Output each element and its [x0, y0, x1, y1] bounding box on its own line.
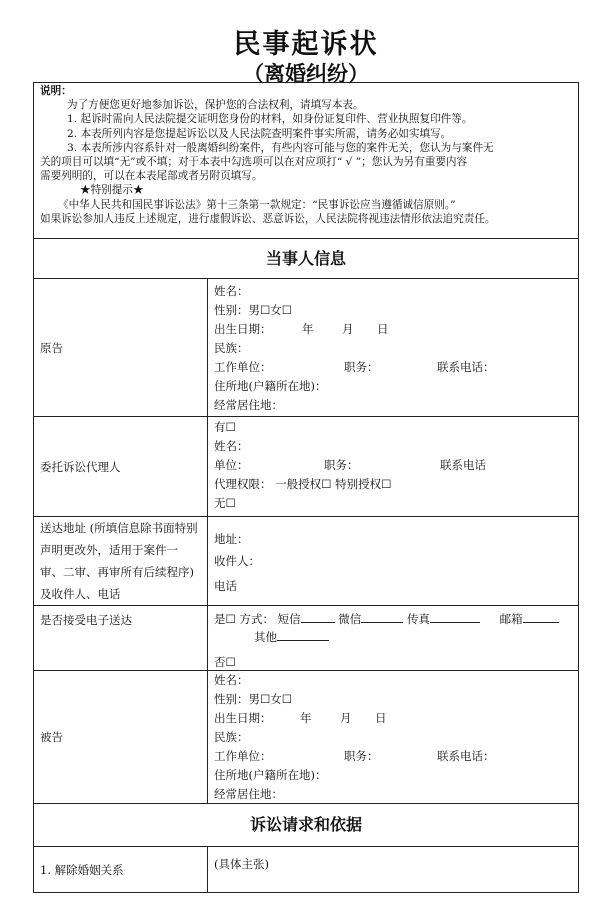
instructions-line: 1. 起诉时需向人民法院提交证明您身份的材料，如身份证复印件、营业执照复印件等。 [67, 113, 473, 126]
service-address-field[interactable]: 地址： [214, 532, 249, 546]
defendant-ethnicity-field[interactable]: 民族： [214, 730, 249, 744]
plaintiff-fields [208, 279, 578, 416]
agent-position-label: 职务： [324, 458, 359, 472]
defendant-dob-year: 年 [300, 711, 312, 725]
e-service-yes-line[interactable] [214, 611, 559, 627]
plaintiff-dob-field[interactable] [214, 321, 389, 337]
plaintiff-dob-year: 年 [302, 322, 314, 336]
agent-label: 委托诉讼代理人 [34, 417, 208, 516]
special-tip-heading: ★特别提示★ [80, 184, 144, 197]
service-recipient-field[interactable]: 收件人： [214, 554, 260, 568]
document-title: 民事起诉状 [233, 29, 379, 60]
document-subtitle: （离婚纠纷） [243, 62, 369, 86]
defendant-dob-month: 月 [340, 711, 352, 725]
agent-authority-field[interactable]: 代理权限： 一般授权☐ 特别授权☐ [214, 477, 392, 491]
agent-row [33, 417, 579, 517]
plaintiff-employer-label: 工作单位： [214, 360, 272, 374]
service-address-fields [208, 517, 578, 605]
claim-row [33, 847, 579, 893]
agent-name-field[interactable]: 姓名： [214, 439, 249, 453]
agent-phone-label: 联系电话 [440, 458, 486, 472]
claims-header: 诉讼请求和依据 [33, 804, 579, 847]
defendant-gender-field[interactable]: 性别：男☐女☐ [214, 692, 293, 706]
e-service-fax-label: 传真 [406, 612, 430, 626]
defendant-dob-day: 日 [375, 711, 387, 725]
instructions-box [33, 82, 579, 239]
instructions-line: 关的项目可以填“无”或不填；对于本表中勾选项可以在对应项打“ √ ”；您认为另有重要内容 [40, 156, 468, 169]
plaintiff-dob-month: 月 [342, 322, 354, 336]
defendant-residence-field[interactable]: 经常居住地： [214, 787, 283, 801]
instructions-line: 2. 本表所列内容是您提起诉讼以及人民法院查明案件事实所需，请务必如实填写。 [67, 127, 452, 140]
defendant-position-label: 职务： [344, 749, 379, 763]
agent-unit-field[interactable] [214, 457, 574, 473]
claim-divorce-label: 1. 解除婚姻关系 [34, 847, 208, 892]
plaintiff-dob-label: 出生日期： [214, 322, 272, 336]
instructions-line: 需要列明的，可以在本表尾部或者另附页填写。 [40, 170, 263, 183]
claim-divorce-details-field[interactable]: (具体主张) [214, 857, 269, 871]
defendant-employment-field[interactable] [214, 748, 574, 764]
e-service-email-label: 邮箱 [499, 612, 523, 626]
agent-unit-label: 单位： [214, 458, 249, 472]
defendant-fields [208, 671, 578, 803]
agent-no-checkbox[interactable]: 无☐ [214, 496, 236, 510]
defendant-phone-label: 联系电话： [437, 749, 495, 763]
plaintiff-label: 原告 [34, 279, 208, 416]
e-service-fields [208, 606, 578, 670]
instructions-line: 为了方便您更好地参加诉讼，保护您的合法权利，请填写本表。 [67, 99, 364, 112]
defendant-dob-field[interactable] [214, 710, 387, 726]
plaintiff-row [33, 279, 579, 417]
instructions-label: 说明： [40, 85, 72, 97]
plaintiff-phone-label: 联系电话： [437, 360, 495, 374]
e-service-wechat-label: 微信 [338, 612, 362, 626]
defendant-employer-label: 工作单位： [214, 749, 272, 763]
party-info-header: 当事人信息 [33, 238, 579, 279]
plaintiff-name-field[interactable]: 姓名： [214, 284, 249, 298]
e-service-other-label: 其他 [254, 630, 277, 644]
e-service-other-field[interactable] [254, 629, 329, 645]
service-address-label: 送达地址 (所填信息除书面特别声明更改外，适用于案件一审、二审、再审所有后续程序) 及收件人、电话 [34, 517, 208, 605]
service-phone-field[interactable]: 电话 [214, 579, 237, 593]
plaintiff-domicile-field[interactable]: 住所地(户籍所在地)： [214, 379, 327, 393]
agent-yes-checkbox[interactable]: 有☐ [214, 420, 236, 434]
agent-fields [208, 417, 578, 516]
plaintiff-dob-day: 日 [377, 322, 389, 336]
instructions-line: 3. 本表所涉内容系针对一般离婚纠纷案件，有些内容可能与您的案件无关，您认为与案件无 [67, 141, 494, 154]
defendant-domicile-field[interactable]: 住所地(户籍所在地)： [214, 768, 327, 782]
defendant-row [33, 671, 579, 804]
e-service-sms-label: 短信 [277, 612, 301, 626]
plaintiff-residence-field[interactable]: 经常居住地： [214, 398, 283, 412]
special-tip-line: 如果诉讼参加人违反上述规定，进行虚假诉讼、恶意诉讼，人民法院将视违法情形依法追究责任。 [40, 212, 496, 225]
plaintiff-employment-field[interactable] [214, 359, 574, 375]
plaintiff-gender-field[interactable]: 性别：男☐女☐ [214, 303, 293, 317]
service-address-row [33, 517, 579, 606]
plaintiff-ethnicity-field[interactable]: 民族： [214, 341, 249, 355]
e-service-yes-checkbox[interactable]: 是☐ 方式： [214, 612, 274, 626]
e-service-label: 是否接受电子送达 [34, 606, 208, 670]
e-service-row [33, 606, 579, 671]
defendant-label: 被告 [34, 671, 208, 803]
plaintiff-position-label: 职务： [344, 360, 379, 374]
claim-divorce-fields [208, 847, 578, 892]
defendant-name-field[interactable]: 姓名： [214, 673, 249, 687]
special-tip-line: 《中华人民共和国民事诉讼法》第十三条第一款规定：“民事诉讼应当遵循诚信原则。” [58, 198, 456, 211]
e-service-no-checkbox[interactable]: 否☐ [214, 655, 236, 669]
defendant-dob-label: 出生日期： [214, 711, 272, 725]
